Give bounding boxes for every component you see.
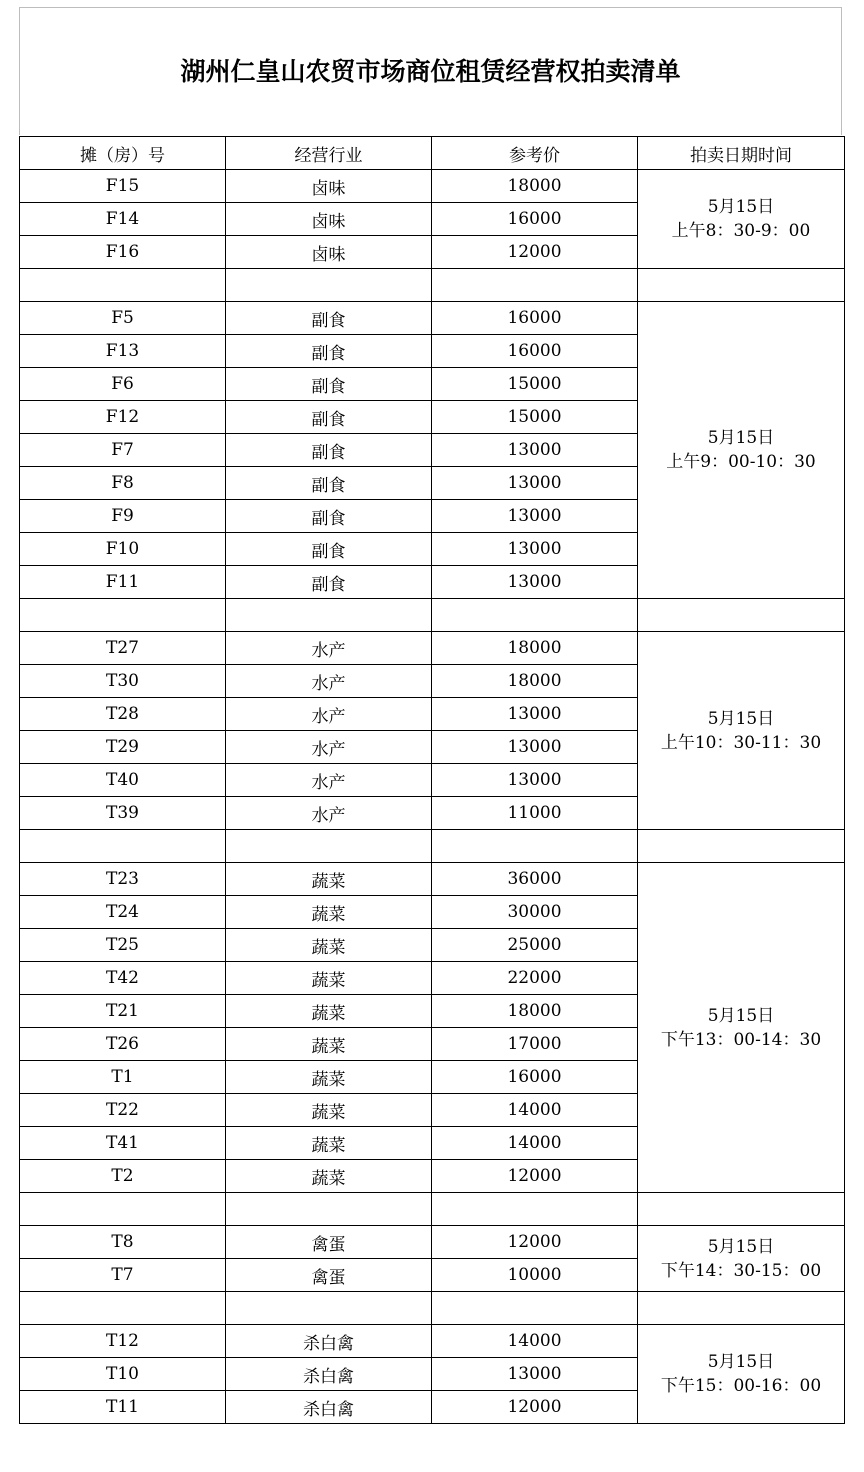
price-cell: 13000 (432, 566, 638, 599)
spacer-row (20, 830, 845, 863)
empty-cell (432, 1193, 638, 1226)
header-industry: 经营行业 (226, 137, 432, 170)
industry-cell: 卤味 (226, 170, 432, 203)
auction-time: 下午13：00-14：30 (660, 1029, 822, 1050)
industry-cell: 水产 (226, 665, 432, 698)
stall-number-cell: F11 (20, 566, 226, 599)
stall-number-cell: F14 (20, 203, 226, 236)
stall-number-cell: T23 (20, 863, 226, 896)
industry-cell: 卤味 (226, 236, 432, 269)
stall-number-cell: T1 (20, 1061, 226, 1094)
table-row (20, 1325, 845, 1358)
industry-cell: 蔬菜 (226, 1028, 432, 1061)
stall-number-cell: T28 (20, 698, 226, 731)
industry-cell: 水产 (226, 632, 432, 665)
stall-number-cell: F8 (20, 467, 226, 500)
empty-cell (432, 599, 638, 632)
stall-number-cell: T27 (20, 632, 226, 665)
table-row (20, 863, 845, 896)
table-row (20, 170, 845, 203)
price-cell: 13000 (432, 698, 638, 731)
price-cell: 25000 (432, 929, 638, 962)
industry-cell: 副食 (226, 368, 432, 401)
stall-number-cell: T10 (20, 1358, 226, 1391)
stall-number-cell: T26 (20, 1028, 226, 1061)
industry-cell: 蔬菜 (226, 995, 432, 1028)
empty-cell (432, 269, 638, 302)
industry-cell: 蔬菜 (226, 1160, 432, 1193)
industry-cell: 副食 (226, 302, 432, 335)
empty-cell (638, 269, 845, 302)
industry-cell: 副食 (226, 335, 432, 368)
industry-cell: 副食 (226, 566, 432, 599)
price-cell: 17000 (432, 1028, 638, 1061)
empty-cell (638, 830, 845, 863)
price-cell: 10000 (432, 1259, 638, 1292)
stall-number-cell: T11 (20, 1391, 226, 1424)
empty-cell (20, 269, 226, 302)
industry-cell: 副食 (226, 434, 432, 467)
stall-number-cell: T2 (20, 1160, 226, 1193)
auction-datetime-cell (638, 632, 845, 830)
empty-cell (432, 1292, 638, 1325)
stall-number-cell: T24 (20, 896, 226, 929)
price-cell: 14000 (432, 1127, 638, 1160)
industry-cell: 副食 (226, 467, 432, 500)
header-auction-datetime: 拍卖日期时间 (638, 137, 845, 170)
price-cell: 14000 (432, 1094, 638, 1127)
stall-number-cell: F15 (20, 170, 226, 203)
price-cell: 18000 (432, 632, 638, 665)
price-cell: 30000 (432, 896, 638, 929)
price-cell: 18000 (432, 170, 638, 203)
auction-datetime-cell (638, 1325, 845, 1424)
auction-date: 5月15日 (707, 1236, 775, 1257)
empty-cell (20, 599, 226, 632)
auction-time: 上午8：30-9：00 (671, 221, 811, 241)
stall-number-cell: T12 (20, 1325, 226, 1358)
auction-time: 上午10：30-11：30 (660, 732, 822, 753)
price-cell: 14000 (432, 1325, 638, 1358)
price-cell: 12000 (432, 236, 638, 269)
header-row (20, 137, 845, 170)
empty-cell (20, 830, 226, 863)
industry-cell: 水产 (226, 764, 432, 797)
industry-cell: 蔬菜 (226, 1061, 432, 1094)
price-cell: 13000 (432, 500, 638, 533)
price-cell: 16000 (432, 302, 638, 335)
empty-cell (20, 1292, 226, 1325)
table-body (20, 170, 845, 1424)
price-cell: 13000 (432, 731, 638, 764)
price-cell: 12000 (432, 1226, 638, 1259)
price-cell: 16000 (432, 1061, 638, 1094)
auction-table (19, 136, 845, 1424)
industry-cell: 蔬菜 (226, 1127, 432, 1160)
header-reference-price: 参考价 (432, 137, 638, 170)
price-cell: 15000 (432, 401, 638, 434)
price-cell: 18000 (432, 665, 638, 698)
empty-cell (638, 599, 845, 632)
price-cell: 12000 (432, 1160, 638, 1193)
price-cell: 11000 (432, 797, 638, 830)
table-row (20, 1226, 845, 1259)
stall-number-cell: T7 (20, 1259, 226, 1292)
empty-cell (226, 599, 432, 632)
empty-cell (638, 1292, 845, 1325)
stall-number-cell: F7 (20, 434, 226, 467)
price-cell: 36000 (432, 863, 638, 896)
price-cell: 13000 (432, 467, 638, 500)
page-title: 湖州仁皇山农贸市场商位租赁经营权拍卖清单 (180, 57, 681, 86)
auction-datetime-cell (638, 170, 845, 269)
stall-number-cell: F5 (20, 302, 226, 335)
spacer-row (20, 1292, 845, 1325)
empty-cell (226, 830, 432, 863)
industry-cell: 水产 (226, 797, 432, 830)
table-row (20, 632, 845, 665)
auction-datetime-cell (638, 863, 845, 1193)
industry-cell: 蔬菜 (226, 1094, 432, 1127)
price-cell: 18000 (432, 995, 638, 1028)
auction-time: 下午15：00-16：00 (660, 1376, 822, 1396)
stall-number-cell: F12 (20, 401, 226, 434)
stall-number-cell: T21 (20, 995, 226, 1028)
spacer-row (20, 269, 845, 302)
industry-cell: 水产 (226, 731, 432, 764)
industry-cell: 杀白禽 (226, 1325, 432, 1358)
auction-datetime-cell (638, 302, 845, 599)
price-cell: 16000 (432, 335, 638, 368)
empty-cell (226, 1292, 432, 1325)
stall-number-cell: T25 (20, 929, 226, 962)
industry-cell: 禽蛋 (226, 1259, 432, 1292)
spacer-row (20, 599, 845, 632)
industry-cell: 副食 (226, 500, 432, 533)
stall-number-cell: F13 (20, 335, 226, 368)
stall-number-cell: F10 (20, 533, 226, 566)
industry-cell: 副食 (226, 533, 432, 566)
price-cell: 12000 (432, 1391, 638, 1424)
industry-cell: 蔬菜 (226, 962, 432, 995)
header-stall-no: 摊（房）号 (20, 137, 226, 170)
price-cell: 16000 (432, 203, 638, 236)
auction-date: 5月15日 (707, 1005, 775, 1026)
spacer-row (20, 1193, 845, 1226)
auction-date: 5月15日 (707, 428, 775, 448)
stall-number-cell: T41 (20, 1127, 226, 1160)
industry-cell: 蔬菜 (226, 929, 432, 962)
price-cell: 15000 (432, 368, 638, 401)
table-row (20, 302, 845, 335)
stall-number-cell: F16 (20, 236, 226, 269)
price-cell: 22000 (432, 962, 638, 995)
industry-cell: 蔬菜 (226, 896, 432, 929)
stall-number-cell: T40 (20, 764, 226, 797)
empty-cell (432, 830, 638, 863)
industry-cell: 杀白禽 (226, 1391, 432, 1424)
industry-cell: 蔬菜 (226, 863, 432, 896)
industry-cell: 卤味 (226, 203, 432, 236)
empty-cell (226, 1193, 432, 1226)
empty-cell (226, 269, 432, 302)
price-cell: 13000 (432, 1358, 638, 1391)
stall-number-cell: T42 (20, 962, 226, 995)
empty-cell (20, 1193, 226, 1226)
industry-cell: 副食 (226, 401, 432, 434)
auction-date: 5月15日 (707, 1352, 775, 1372)
stall-number-cell: T30 (20, 665, 226, 698)
price-cell: 13000 (432, 764, 638, 797)
auction-date: 5月15日 (707, 197, 775, 217)
industry-cell: 禽蛋 (226, 1226, 432, 1259)
empty-cell (638, 1193, 845, 1226)
industry-cell: 杀白禽 (226, 1358, 432, 1391)
auction-time: 上午9：00-10：30 (666, 452, 816, 472)
auction-date: 5月15日 (707, 708, 775, 729)
stall-number-cell: T8 (20, 1226, 226, 1259)
stall-number-cell: F6 (20, 368, 226, 401)
stall-number-cell: T29 (20, 731, 226, 764)
stall-number-cell: T22 (20, 1094, 226, 1127)
auction-time: 下午14：30-15：00 (660, 1260, 822, 1281)
stall-number-cell: T39 (20, 797, 226, 830)
price-cell: 13000 (432, 434, 638, 467)
price-cell: 13000 (432, 533, 638, 566)
industry-cell: 水产 (226, 698, 432, 731)
auction-datetime-cell (638, 1226, 845, 1292)
stall-number-cell: F9 (20, 500, 226, 533)
